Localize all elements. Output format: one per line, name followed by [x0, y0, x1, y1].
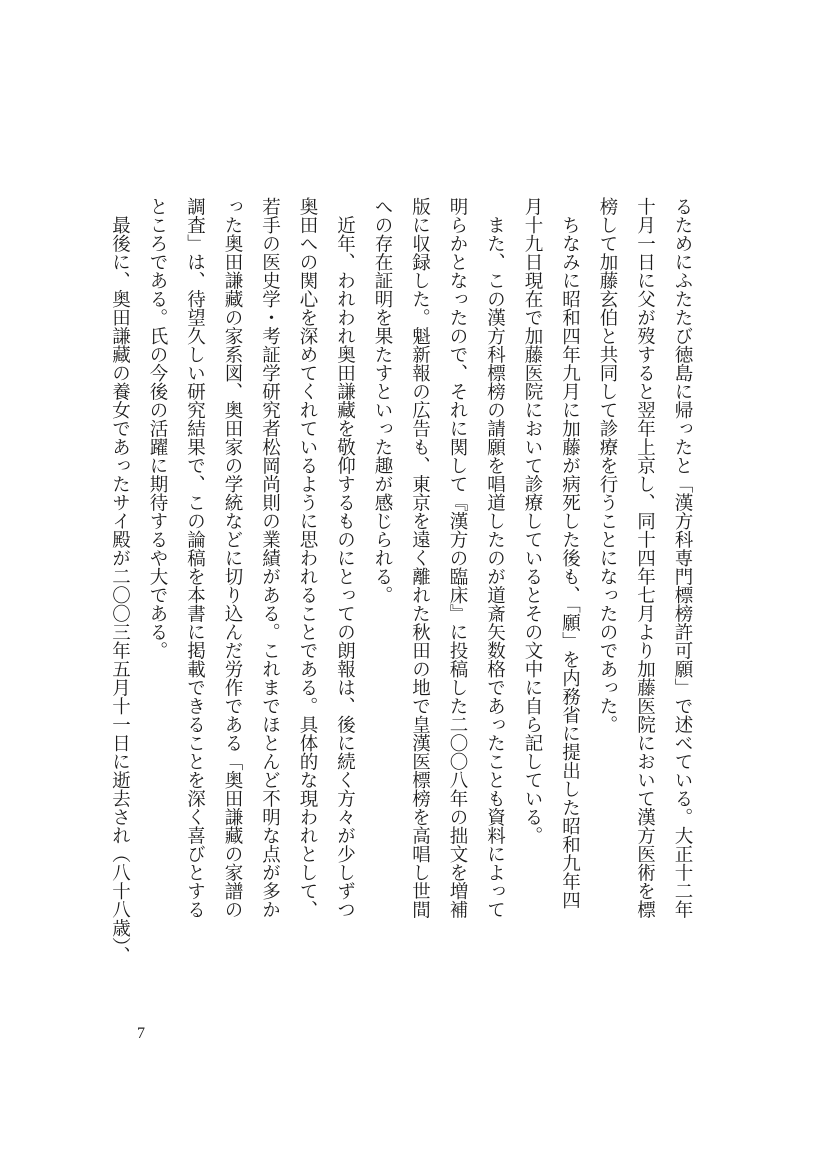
text-column-12: 若手の医史学・考証学研究者松岡尚則の業績がある。これまでほとんど不明な点が多か — [259, 197, 281, 919]
text-column-10: 近年、われわれ奥田謙藏を敬仰するものにとっての朗報は、後に続く方々が少しずつ — [334, 197, 356, 919]
text-column-14: 調査」は、待望久しい研究結果で、この論稿を本書に掲載できることを深く喜びとする — [184, 197, 206, 919]
text-column-5: 月十九日現在で加藤医院において診療しているとその文中に自ら記している。 — [522, 197, 543, 845]
text-column-2: 十月一日に父が歿すると翌年上京し、同十四年七月より加藤医院において漢方医術を標 — [634, 197, 656, 919]
text-column-1: るためにふたたび徳島に帰ったと「漢方科専門標榜許可願」で述べている。大正十二年 — [672, 197, 693, 919]
text-column-15: ところである。氏の今後の活躍に期待するや大である。 — [147, 197, 168, 660]
text-column-13: った奥田謙藏の家系図、奥田家の学統などに切り込んだ労作である「奥田謙藏の家譜の — [222, 197, 243, 919]
text-column-4: ちなみに昭和四年九月に加藤が病死した後も、「願」を内務省に提出した昭和九年四 — [559, 197, 581, 910]
text-column-6: また、この漢方科標榜の請願を唱道したのが道斎矢数格であったことも資料によって — [484, 197, 506, 919]
page-number: 7 — [137, 1025, 145, 1042]
text-column-9: への存在証明を果たすといった趣が感じられる。 — [372, 197, 393, 604]
text-column-16: 最後に、奥田謙藏の養女であったサイ殿が二〇〇三年五月十一日に逝去され（八十八歳）、 — [109, 197, 131, 965]
vertical-text-block — [109, 197, 701, 965]
text-column-7: 明らかとなったので、それに関して『漢方の臨床』に投稿した二〇〇八年の拙文を増補 — [447, 197, 468, 919]
text-column-8: 版に収録した。魁新報の広告も、東京を遠く離れた秋田の地で皇漢医標榜を高唱し世間 — [409, 197, 431, 919]
text-column-3: 榜して加藤玄伯と共同して診療を行うことになったのであった。 — [597, 197, 618, 734]
text-column-11: 奥田への関心を深めてくれているように思われることである。具体的な現われとして、 — [297, 197, 318, 919]
